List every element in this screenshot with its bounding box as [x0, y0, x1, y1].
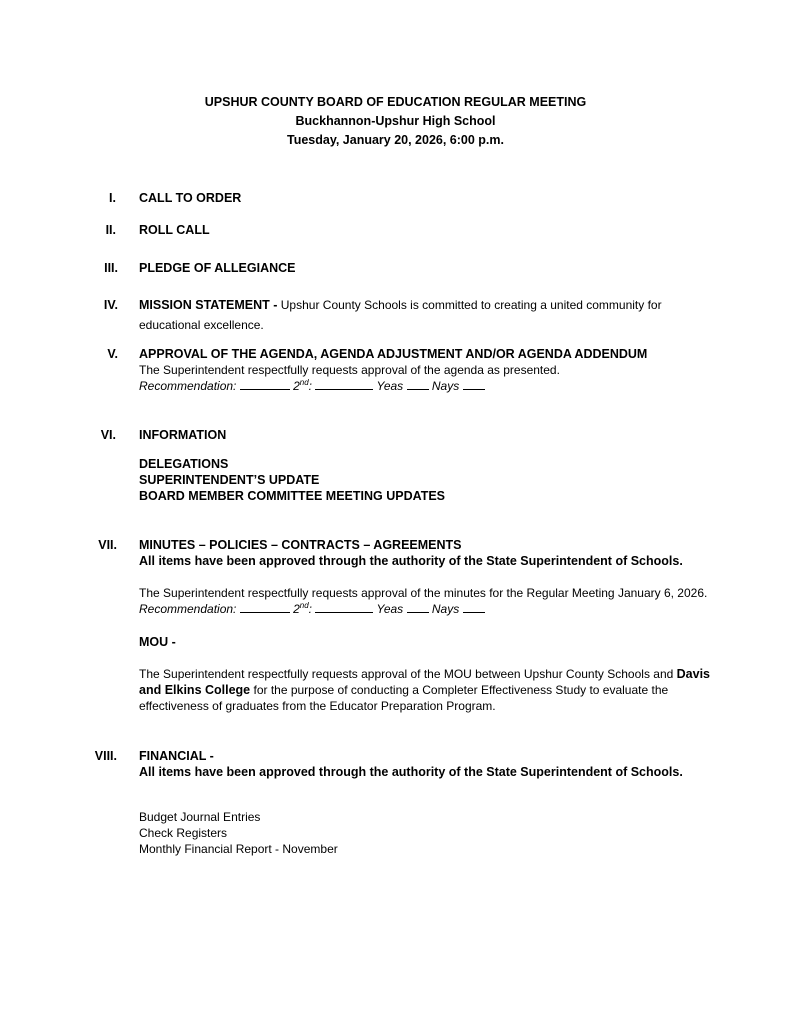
- mission-statement-line: [139, 298, 662, 312]
- yeas-label: Yeas: [376, 379, 404, 393]
- financial-item: Check Registers: [139, 826, 228, 840]
- meeting-location: Buckhannon-Upshur High School: [295, 114, 496, 128]
- recommendation-line: [139, 379, 485, 393]
- section-number: IV.: [103, 298, 118, 312]
- mou-party-name: Davis: [676, 667, 711, 681]
- mission-text: Upshur County Schools is committed to creating a united community for: [280, 298, 662, 312]
- section-number: VI.: [100, 428, 116, 442]
- recommendation-label: Recommendation:: [139, 602, 237, 616]
- motion-blank: [240, 379, 290, 390]
- approval-authority-note: All items have been approved through the authority of the State Superintendent of Schools.: [139, 554, 683, 568]
- mission-text-continued: educational excellence.: [139, 318, 264, 332]
- second-label: 2nd:: [293, 378, 313, 393]
- recommendation-line: [139, 602, 485, 616]
- second-label: 2nd:: [293, 601, 313, 616]
- yeas-blank: [407, 602, 429, 613]
- section-title-agenda: APPROVAL OF THE AGENDA, AGENDA ADJUSTMENT AND/OR AGENDA ADDENDUM: [139, 347, 648, 361]
- information-item: BOARD MEMBER COMMITTEE MEETING UPDATES: [139, 489, 446, 503]
- section-number: VIII.: [94, 749, 117, 763]
- motion-blank: [240, 602, 290, 613]
- nays-blank: [463, 602, 485, 613]
- yeas-blank: [407, 379, 429, 390]
- information-item: SUPERINTENDENT’S UPDATE: [139, 473, 320, 487]
- section-title-information: INFORMATION: [139, 428, 227, 442]
- recommendation-label: Recommendation:: [139, 379, 237, 393]
- meeting-datetime: Tuesday, January 20, 2026, 6:00 p.m.: [286, 133, 504, 147]
- section-title-minutes: MINUTES – POLICIES – CONTRACTS – AGREEMENTS: [139, 538, 462, 552]
- mou-party-name: and Elkins College: [139, 683, 251, 697]
- mou-heading: MOU -: [139, 635, 176, 649]
- nays-blank: [463, 379, 485, 390]
- yeas-label: Yeas: [376, 602, 404, 616]
- financial-item: Monthly Financial Report - November: [139, 842, 338, 856]
- section-title-roll-call: ROLL CALL: [139, 223, 210, 237]
- section-title-financial: FINANCIAL -: [139, 749, 214, 763]
- financial-item: Budget Journal Entries: [139, 810, 261, 824]
- section-number: II.: [105, 223, 116, 237]
- second-blank: [315, 602, 373, 613]
- section-number: V.: [107, 347, 118, 361]
- document-title: UPSHUR COUNTY BOARD OF EDUCATION REGULAR MEETING: [204, 95, 587, 109]
- second-blank: [315, 379, 373, 390]
- nays-label: Nays: [431, 379, 460, 393]
- mou-text-line: and Elkins College for the purpose of conducting a Completer Effectiveness Study to evaluate the: [139, 683, 669, 697]
- agenda-request-text: The Superintendent respectfully requests approval of the agenda as presented.: [139, 363, 560, 377]
- section-title-pledge: PLEDGE OF ALLEGIANCE: [139, 261, 296, 275]
- minutes-request-text: The Superintendent respectfully requests approval of the minutes for the Regular Meeting January 6, 2026.: [139, 586, 708, 600]
- section-number: III.: [104, 261, 118, 275]
- mou-text-line: The Superintendent respectfully requests approval of the MOU between Upshur County Schools and Davis: [139, 667, 711, 681]
- approval-authority-note: All items have been approved through the authority of the State Superintendent of Schools.: [139, 765, 683, 779]
- information-item: DELEGATIONS: [139, 457, 229, 471]
- section-number: VII.: [98, 538, 117, 552]
- section-title-mission: MISSION STATEMENT -: [139, 298, 278, 312]
- nays-label: Nays: [431, 602, 460, 616]
- mou-text-line: effectiveness of graduates from the Educator Preparation Program.: [139, 699, 496, 713]
- section-number: I.: [109, 191, 116, 205]
- section-title-call-to-order: CALL TO ORDER: [139, 191, 242, 205]
